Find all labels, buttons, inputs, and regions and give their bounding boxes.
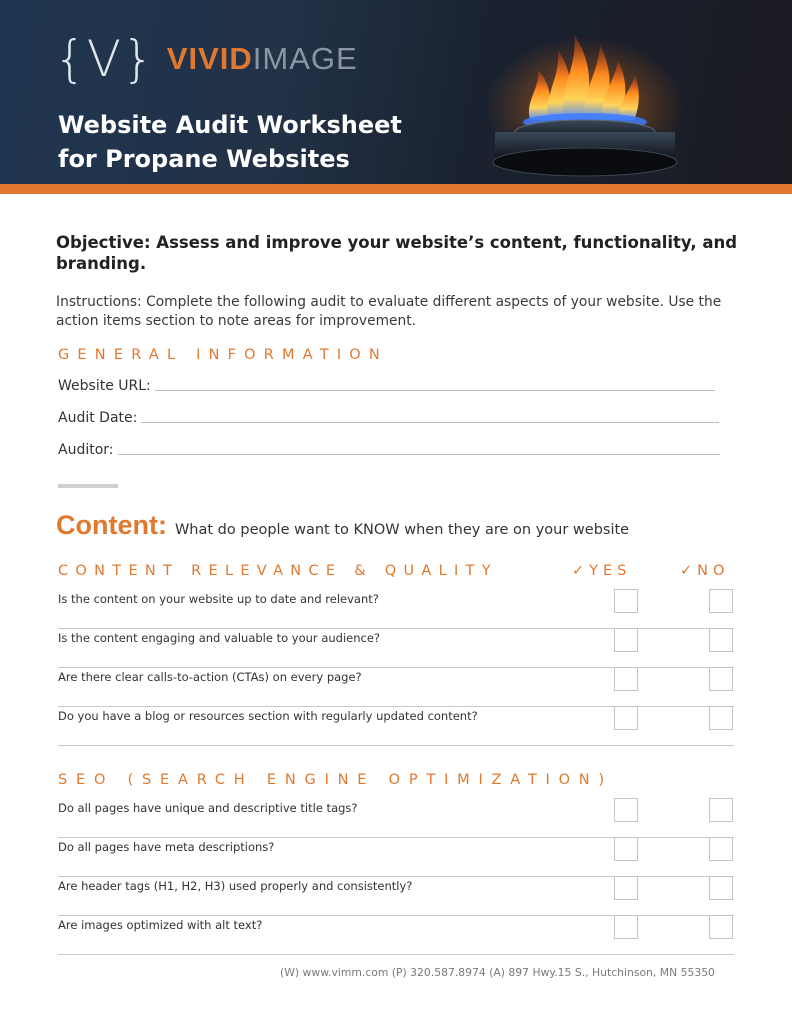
logo-brand-image: IMAGE [252,41,358,76]
vivid-image-logo [54,30,358,88]
section-divider [58,484,118,488]
table-row [58,798,734,838]
header-accent-bar [0,184,792,194]
auditor-line[interactable] [118,454,720,455]
seo-heading: SEO (SEARCH ENGINE OPTIMIZATION) [58,772,613,788]
no-checkbox[interactable] [709,798,733,822]
table-row [58,589,734,629]
title-line-1: Website Audit Worksheet [58,111,402,139]
objective-text: Objective: Assess and improve your website’s content, functionality, and branding. [56,233,738,273]
instructions-text: Instructions: Complete the following audit to evaluate different aspects of your website. Use the action items section to note areas for improvement. [56,294,722,329]
yes-checkbox[interactable] [614,876,638,900]
no-checkbox[interactable] [709,915,733,939]
question-text: Do all pages have unique and descriptive title tags? [58,801,358,815]
yes-checkbox[interactable] [614,915,638,939]
table-row [58,628,734,668]
no-checkbox[interactable] [709,667,733,691]
website-url-label: Website URL: [58,378,151,394]
no-column-heading: ✓NO [680,563,730,579]
no-checkbox[interactable] [709,876,733,900]
no-checkbox[interactable] [709,837,733,861]
table-row [58,667,734,707]
audit-date-label: Audit Date: [58,410,138,426]
question-text: Are header tags (H1, H2, H3) used properly and consistently? [58,879,413,893]
yes-checkbox[interactable] [614,589,638,613]
auditor-label: Auditor: [58,442,114,458]
page-title [58,108,402,176]
question-text: Is the content on your website up to date and relevant? [58,592,379,606]
gas-burner-flame-image [460,20,710,184]
no-checkbox[interactable] [709,589,733,613]
yes-checkbox[interactable] [614,667,638,691]
yes-checkbox[interactable] [614,837,638,861]
question-text: Do you have a blog or resources section with regularly updated content? [58,709,478,723]
auditor-field[interactable] [58,442,720,458]
question-text: Are images optimized with alt text? [58,918,263,932]
table-row [58,915,734,955]
question-text: Do all pages have meta descriptions? [58,840,275,854]
yes-column-heading: ✓YES [572,563,632,579]
header-banner [0,0,792,184]
title-line-2: for Propane Websites [58,145,350,173]
logo-brand-vivid: VIVID [166,41,253,76]
question-text: Are there clear calls-to-action (CTAs) on every page? [58,670,362,684]
general-information-heading: GENERAL INFORMATION [58,347,388,363]
table-row [58,837,734,877]
table-row [58,706,734,746]
logo-mark: {V} [54,30,155,88]
website-url-field[interactable] [58,378,715,394]
content-title [56,510,629,541]
content-relevance-heading: CONTENT RELEVANCE & QUALITY [58,563,498,579]
question-text: Is the content engaging and valuable to your audience? [58,631,381,645]
content-heading: Content: [56,510,167,540]
yes-checkbox[interactable] [614,706,638,730]
content-subtitle: What do people want to KNOW when they are on your website [174,522,630,538]
audit-date-line[interactable] [141,422,719,423]
no-checkbox[interactable] [709,706,733,730]
footer-contact: (W) www.vimm.com (P) 320.587.8974 (A) 897 Hwy.15 S., Hutchinson, MN 55350 [280,966,715,979]
yes-checkbox[interactable] [614,628,638,652]
audit-date-field[interactable] [58,410,719,426]
website-url-line[interactable] [155,390,715,391]
table-row [58,876,734,916]
yes-checkbox[interactable] [614,798,638,822]
no-checkbox[interactable] [709,628,733,652]
